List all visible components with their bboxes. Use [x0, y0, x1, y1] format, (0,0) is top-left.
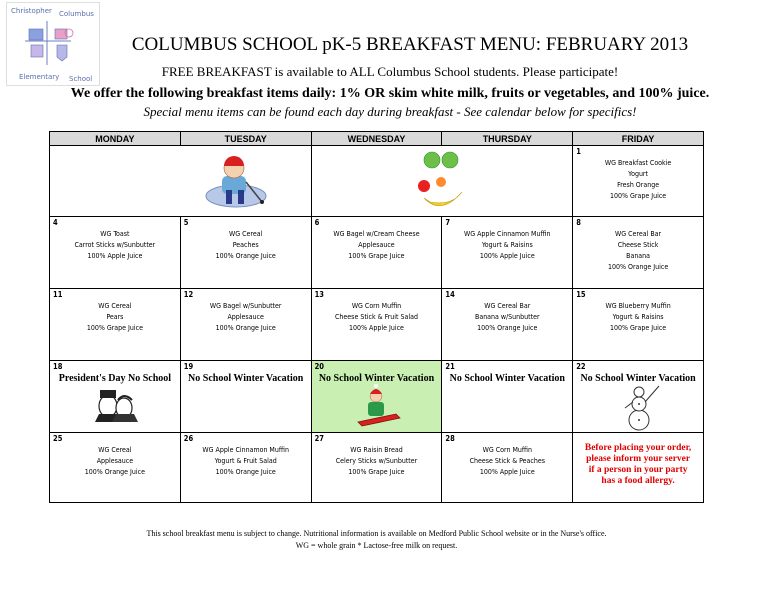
menu-item: WG Corn Muffin [482, 446, 532, 454]
no-school-note: No School Winter Vacation [318, 373, 435, 384]
menu-item: WG Corn Muffin [351, 302, 402, 310]
menu-item: Banana w/Sunbutter [475, 313, 540, 321]
calendar-day-cell [573, 146, 704, 217]
menu-item: WG Blueberry Muffin [605, 302, 671, 310]
day-number: 8 [576, 218, 581, 227]
logo-text: Columbus [59, 10, 94, 18]
menu-item: Celery Sticks w/Sunbutter [335, 457, 418, 465]
menu-item: WG Cereal Bar [615, 230, 662, 238]
special-items-line: Special menu items can be found each day during breakfast - See calendar below for specifics! [143, 104, 637, 119]
day-number: 11 [53, 290, 63, 299]
clipart-cell [50, 146, 312, 217]
breakfast-calendar [49, 131, 704, 503]
clipart-cell [311, 146, 573, 217]
menu-item: 100% Apple Juice [87, 252, 143, 260]
calendar-week-row [50, 217, 704, 289]
daily-items-line: We offer the following breakfast items daily: 1% OR skim white milk, fruits or vegetables, and 100% juice. [70, 86, 710, 101]
calendar-day-cell [573, 289, 704, 361]
menu-item: WG Breakfast Cookie [604, 159, 672, 167]
day-number: 13 [314, 290, 324, 299]
calendar-day-cell [180, 361, 311, 433]
calendar-day-cell [311, 289, 442, 361]
menu-item: WG Cereal [98, 302, 132, 310]
calendar-day-cell [50, 433, 181, 503]
day-number: 7 [445, 218, 451, 227]
menu-item: WG Bagel w/Cream Cheese [333, 230, 420, 238]
menu-item: 100% Orange Juice [84, 468, 145, 476]
menu-item: 100% Orange Juice [477, 324, 538, 332]
day-number: 25 [53, 434, 63, 443]
menu-item: Peaches [232, 241, 259, 249]
menu-item: WG Apple Cinnamon Muffin [464, 230, 551, 238]
menu-item: Cheese Stick & Fruit Salad [335, 313, 418, 321]
menu-item: 100% Grape Juice [348, 468, 405, 476]
calendar-week-row [50, 433, 704, 503]
menu-item: Fresh Orange [617, 181, 660, 189]
menu-item: Yogurt & Fruit Salad [214, 457, 277, 465]
logo-text: Elementary [19, 73, 60, 81]
day-number: 18 [53, 362, 63, 371]
weekday-header: MONDAY [50, 132, 181, 146]
menu-item: WG Cereal [229, 230, 263, 238]
allergy-notice-line: please inform your server [586, 454, 691, 464]
presidents-clipart-icon [50, 384, 180, 422]
calendar-day-cell [50, 361, 181, 433]
weekday-header: FRIDAY [573, 132, 704, 146]
menu-item: 100% Orange Juice [215, 252, 276, 260]
abbreviation-note: WG = whole grain * Lactose-free milk on request. [295, 541, 458, 550]
calendar-week-row [50, 289, 704, 361]
menu-item: Yogurt & Raisins [612, 313, 664, 321]
menu-item: 100% Grape Juice [610, 324, 667, 332]
logo-text: School [69, 75, 93, 83]
day-number: 5 [183, 218, 189, 227]
calendar-day-cell [50, 289, 181, 361]
calendar-week-row [50, 361, 704, 433]
menu-item: Applesauce [227, 313, 264, 321]
allergy-notice-cell [573, 433, 704, 503]
menu-item: 100% Grape Juice [86, 324, 143, 332]
calendar-day-cell [573, 217, 704, 289]
menu-item: 100% Apple Juice [479, 252, 535, 260]
day-number: 6 [314, 218, 320, 227]
allergy-notice-line: if a person in your party [588, 465, 688, 475]
calendar-day-cell [180, 433, 311, 503]
calendar-day-cell [311, 433, 442, 503]
fruit-face-clipart-icon [312, 146, 574, 216]
page-title: COLUMBUS SCHOOL pK-5 BREAKFAST MENU: FEBRUARY 2013 [131, 34, 689, 55]
no-school-note: President's Day No School [58, 373, 172, 384]
calendar-day-cell [311, 217, 442, 289]
menu-item: Carrot Sticks w/Sunbutter [74, 241, 156, 249]
allergy-notice-line: Before placing your order, [584, 443, 692, 453]
menu-item: 100% Orange Juice [607, 263, 669, 271]
day-number: 26 [183, 434, 194, 443]
snowman-clipart-icon [573, 384, 703, 432]
menu-item: 100% Orange Juice [215, 468, 276, 476]
sled-kid-clipart-icon [312, 384, 442, 432]
day-number: 1 [576, 147, 581, 156]
day-number: 12 [183, 290, 194, 299]
menu-item: WG Cereal [98, 446, 132, 454]
menu-item: 100% Orange Juice [215, 324, 276, 332]
weekday-header: THURSDAY [442, 132, 573, 146]
menu-item: Pears [106, 313, 124, 321]
day-number: 15 [576, 290, 586, 299]
weekday-header: WEDNESDAY [311, 132, 442, 146]
menu-item: Cheese Stick & Peaches [469, 457, 545, 465]
calendar-day-cell [442, 433, 573, 503]
day-number: 22 [576, 362, 586, 371]
sledding-boy-clipart-icon [50, 146, 312, 216]
menu-item: 100% Apple Juice [479, 468, 535, 476]
menu-disclaimer: This school breakfast menu is subject to change. Nutritional information is available on Medford Public School website or in the Nurse's office. [146, 529, 607, 538]
day-number: 27 [314, 434, 324, 443]
allergy-notice-line: has a food allergy. [601, 476, 675, 486]
menu-item: WG Apple Cinnamon Muffin [202, 446, 289, 454]
day-number: 21 [445, 362, 455, 371]
menu-item: 100% Grape Juice [348, 252, 405, 260]
calendar-day-cell [180, 217, 311, 289]
weekday-header: TUESDAY [180, 132, 311, 146]
calendar-day-cell [50, 217, 181, 289]
menu-item: WG Bagel w/Sunbutter [209, 302, 282, 310]
day-number: 28 [445, 434, 455, 443]
day-number: 14 [445, 290, 455, 299]
calendar-day-cell [442, 217, 573, 289]
calendar-day-cell [442, 361, 573, 433]
menu-item: Yogurt [628, 170, 648, 178]
day-number: 19 [183, 362, 194, 371]
calendar-week-row [50, 146, 704, 217]
calendar-day-cell [311, 361, 442, 433]
day-number: 20 [314, 362, 324, 371]
menu-item: Applesauce [358, 241, 395, 249]
menu-item: WG Toast [100, 230, 130, 238]
logo-text: Christopher [11, 7, 52, 15]
calendar-day-cell [573, 361, 704, 433]
weekday-header-row [50, 132, 704, 146]
no-school-note: No School Winter Vacation [449, 373, 565, 384]
menu-item: Yogurt & Raisins [481, 241, 533, 249]
menu-item: WG Cereal Bar [484, 302, 531, 310]
menu-item: Applesauce [96, 457, 134, 465]
menu-item: 100% Grape Juice [610, 192, 667, 200]
menu-item: Banana [626, 252, 651, 260]
no-school-note: No School Winter Vacation [580, 373, 696, 384]
menu-item: 100% Apple Juice [349, 324, 404, 332]
no-school-note: No School Winter Vacation [188, 373, 304, 384]
day-number: 4 [53, 218, 58, 227]
calendar-day-cell [180, 289, 311, 361]
menu-item: Cheese Stick [617, 241, 659, 249]
menu-item: WG Raisin Bread [350, 446, 403, 454]
allergy-notice [573, 433, 703, 487]
calendar-day-cell [442, 289, 573, 361]
free-breakfast-line: FREE BREAKFAST is available to ALL Columbus School students. Please participate! [161, 64, 619, 79]
